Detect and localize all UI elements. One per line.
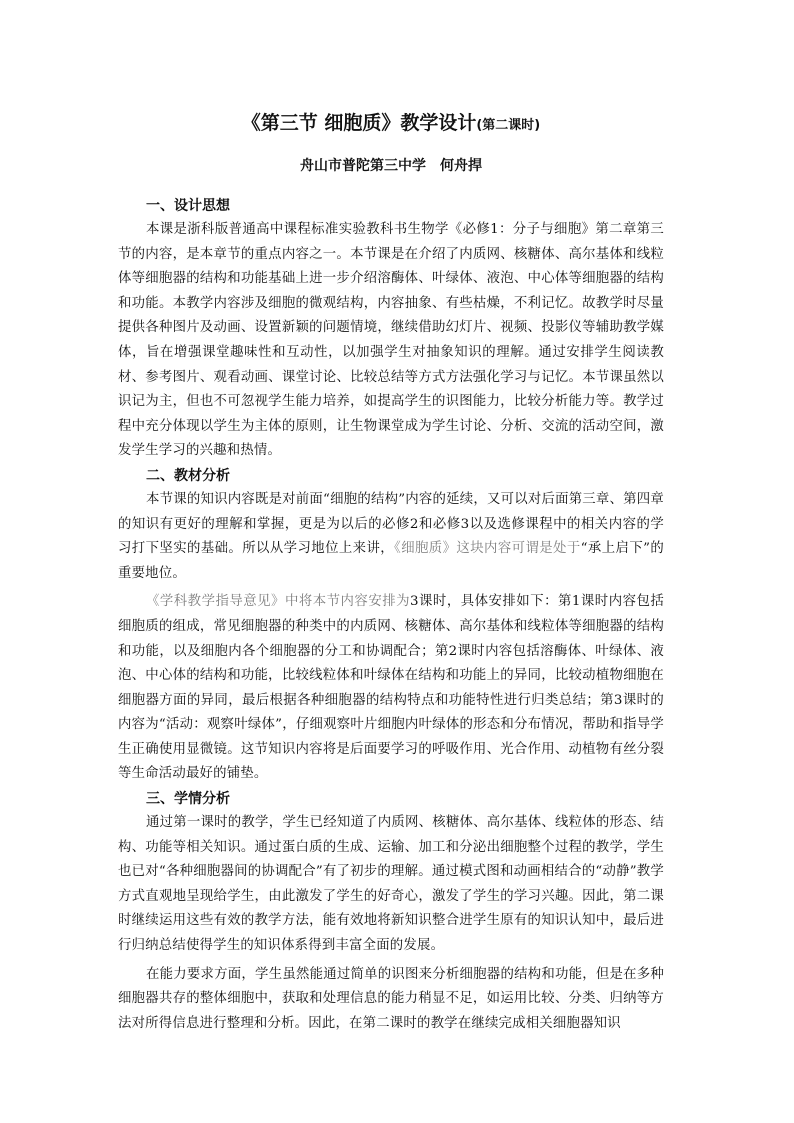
document-title	[118, 108, 664, 139]
title-main: 《第三节 细胞质》教学设计	[241, 112, 477, 134]
author-line: 舟山市普陀第三中学 何舟捍	[300, 158, 482, 174]
section-heading-learner-analysis: 三、学情分析	[146, 791, 230, 808]
section-heading-textbook-analysis: 二、教材分析	[146, 467, 230, 484]
document-page	[118, 108, 664, 1036]
section-heading-design-idea: 一、设计思想	[146, 198, 230, 214]
textbook-analysis-p1-main: 本节课的知识内容既是对前面“细胞的结构”内容的延续，又可以对后面第三章、第四章的知识有更好的理解和掌握，更是为以后的必修2和必修3以及选修课程中的相关内容的学习打下坚实的基础。所以从学习地位上来讲，	[118, 491, 664, 557]
textbook-analysis-p2-main: 3课时，具体安排如下：第1课时内容包括细胞质的组成，常见细胞器的种类中的内质网、核糖体、高尔基体和线粒体等细胞器的结构和功能，以及细胞内各个细胞器的分工和协调配合；第2课时内容包括溶酶体、叶绿体、液泡、中心体的结构和功能，比较线粒体和叶绿体在结构和功能上的异同，比较动植物细胞在细胞器方面的异同，最后根据各种细胞器的结构特点和功能特性进行归类总结；第3课时的内容为“活动：观察叶绿体”，仔细观察叶片细胞内叶绿体的形态和分布情况，帮助和指导学生正确使用显微镜。这节知识内容将是后面要学习的呼吸作用、光合作用、动植物有丝分裂等生命活动最好的铺垫。	[118, 594, 664, 782]
textbook-analysis-paragraph-2	[118, 590, 664, 787]
textbook-analysis-p2-grey: 《学科教学指导意见》中将本节内容安排为	[146, 594, 411, 610]
learner-analysis-paragraph-1: 通过第一课时的教学，学生已经知道了内质网、核糖体、高尔基体、线粒体的形态、结构、功能等相关知识。通过蛋白质的生成、运输、加工和分泌出细胞整个过程的教学，学生也已对“各种细胞器间的协调配合”有了初步的理解。通过模式图和动画相结合的“动静”教学方式直观地呈现给学生，由此激发了学生的好奇心，激发了学生的学习兴趣。因此，第二课时继续运用这些有效的教学方法，能有效地将新知识整合进学生原有的知识认知中，最后进行归纳总结使得学生的知识体系得到丰富全面的发展。	[118, 815, 664, 954]
textbook-analysis-p1-grey: 《细胞质》这块内容可谓是处于	[394, 541, 581, 557]
textbook-analysis-paragraph-1	[118, 488, 664, 586]
textbook-analysis-p1-tail: “承上启下”的重要地位。	[118, 541, 665, 581]
learner-analysis-paragraph-2: 在能力要求方面，学生虽然能通过简单的识图来分析细胞器的结构和功能，但是在多种细胞器共存的整体细胞中，获取和处理信息的能力稍显不足，如运用比较、分类、归纳等方法对所得信息进行整理和分析。因此，在第二课时的教学在继续完成相关细胞器知识	[118, 966, 664, 1031]
title-subtitle: (第二课时)	[476, 118, 541, 133]
design-idea-paragraph: 本课是浙科版普通高中课程标准实验教科书生物学《必修1：分子与细胞》第二章第三节的内容，是本章节的重点内容之一。本节课是在介绍了内质网、核糖体、高尔基体和线粒体等细胞器的结构和功能基础上进一步介绍溶酶体、叶绿体、液泡、中心体等细胞器的结构和功能。本教学内容涉及细胞的微观结构，内容抽象、有些枯燥，不利记忆。故教学时尽量提供各种图片及动画、设置新颖的问题情境，继续借助幻灯片、视频、投影仪等辅助教学媒体，旨在增强课堂趣味性和互动性，以加强学生对抽象知识的理解。通过安排学生阅读教材、参考图片、观看动画、课堂讨论、比较总结等方式方法强化学习与记忆。本节课虽然以识记为主，但也不可忽视学生能力培养，如提高学生的识图能力，比较分析能力等。教学过程中充分体现以学生为主体的原则，让生物课堂成为学生讨论、分析、交流的活动空间，激发学生学习的兴趣和热情。	[118, 222, 664, 459]
